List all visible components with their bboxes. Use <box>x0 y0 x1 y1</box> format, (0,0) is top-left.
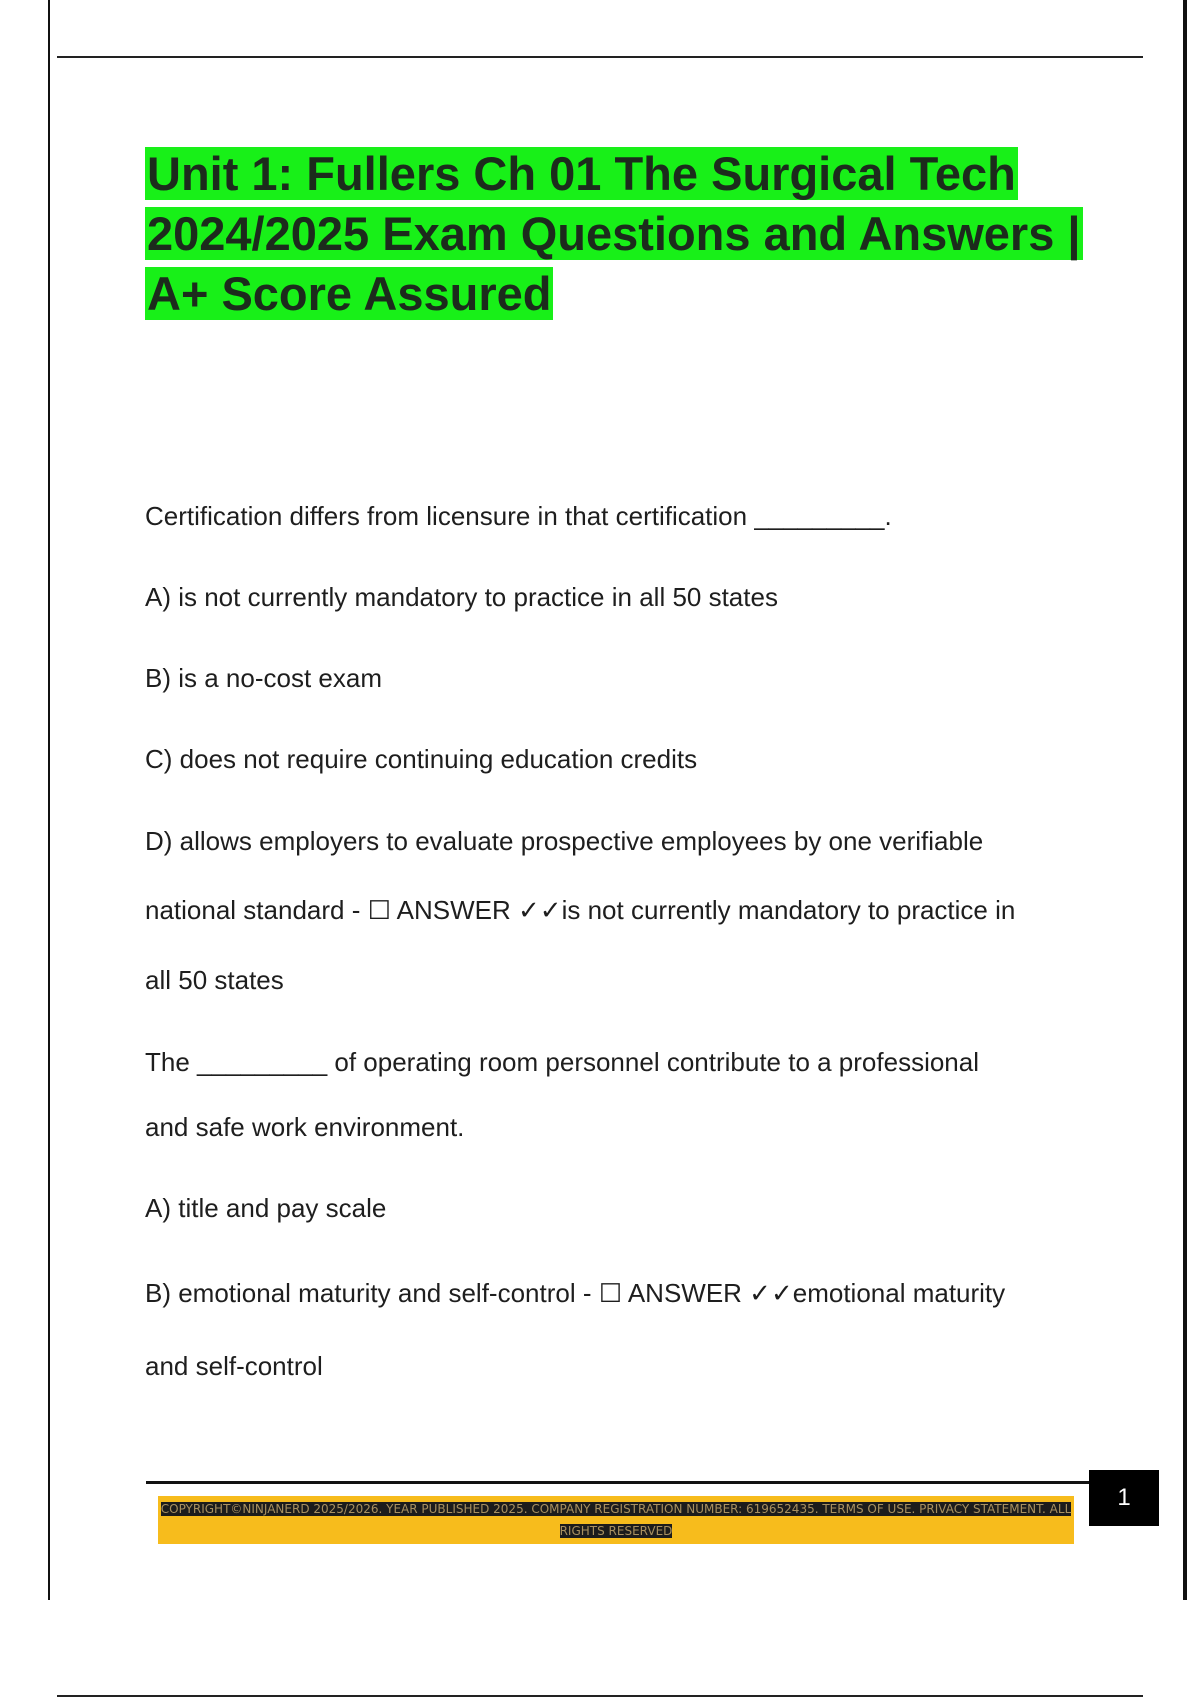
page-border-right <box>1183 0 1187 1600</box>
footer-copyright-bar <box>158 1496 1074 1544</box>
question-1-option-d: D) allows employers to evaluate prospective employees by one verifiable <box>145 826 984 856</box>
question-2-text-cont: and safe work environment. <box>145 1112 465 1142</box>
question-1-answer: national standard - ☐ ANSWER ✓✓is not currently mandatory to practice in <box>145 895 1016 925</box>
question-1-text: Certification differs from licensure in that certification _________. <box>145 501 892 531</box>
footer-rule <box>146 1481 1090 1484</box>
page-border-left <box>48 0 50 1600</box>
question-2-answer-cont: and self-control <box>145 1351 323 1381</box>
next-page-rule <box>57 1695 1143 1697</box>
question-1-option-b: B) is a no-cost exam <box>145 663 382 693</box>
question-1-answer-cont: all 50 states <box>145 965 284 995</box>
header-rule <box>57 56 1143 58</box>
question-1-option-a: A) is not currently mandatory to practice in all 50 states <box>145 582 778 612</box>
document-title <box>145 144 1105 324</box>
footer-copyright-text: COPYRIGHT©NINJANERD 2025/2026. YEAR PUBLISHED 2025. COMPANY REGISTRATION NUMBER: 619652435. TERMS OF USE. PRIVACY STATEMENT. ALL RIGHTS RESERVED <box>160 1502 1072 1538</box>
page-number: 1 <box>1089 1470 1159 1526</box>
question-2-option-a: A) title and pay scale <box>145 1193 387 1223</box>
question-2-text: The _________ of operating room personnel contribute to a professional <box>145 1047 980 1077</box>
question-2-option-b-answer: B) emotional maturity and self-control - ☐ ANSWER ✓✓emotional maturity <box>145 1278 1006 1308</box>
document-title-text: Unit 1: Fullers Ch 01 The Surgical Tech 2024/2025 Exam Questions and Answers | A+ Score Assured <box>147 147 1081 320</box>
question-1-option-c: C) does not require continuing education credits <box>145 744 698 774</box>
